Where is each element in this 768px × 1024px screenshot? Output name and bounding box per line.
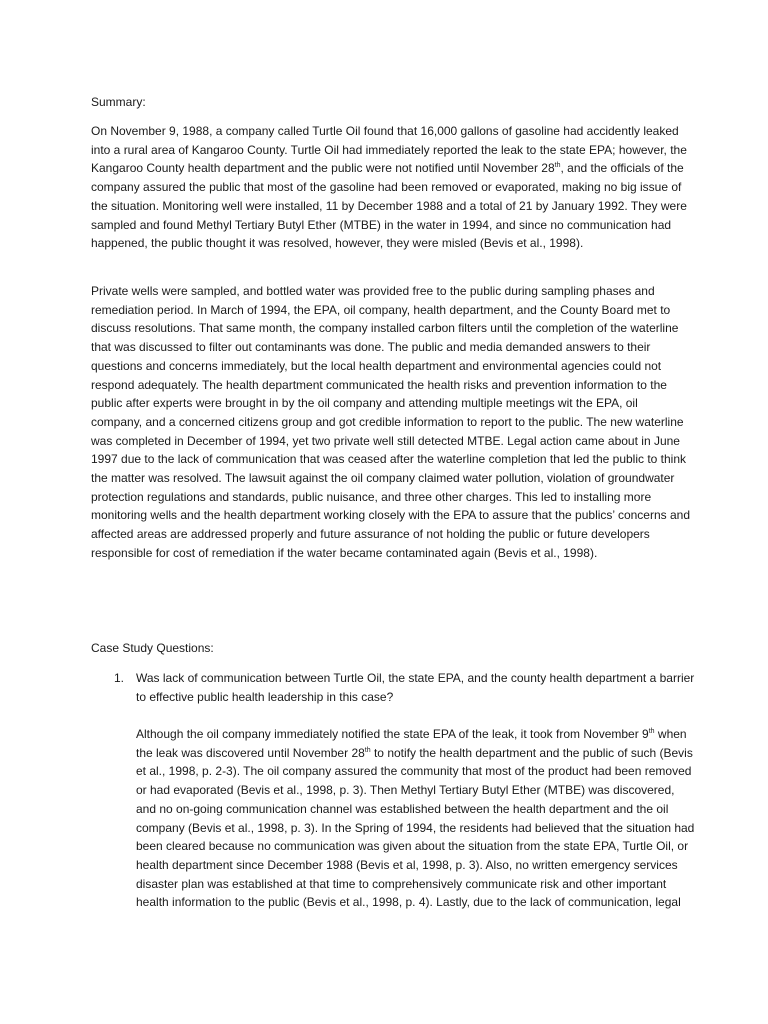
answer-text-c: to notify the health department and the public of such (Bevis et al., 1998, p. 2-3). The oil company assured the community that most of the product had been removed or had evaporated (Bevis et al., 1998, p. 3). Then Methyl Tertiary Butyl Ether (MTBE) was discovered, and no on-going communication channel was established between the health department and the oil company (Bevis et al., 1998, p. 3). In the Spring of 1994, the residents had believed that the situation had been cleared because no communication was given about the situation from the state EPA, Turtle Oil, or health department since December 1988 (Bevis et al, 1998, p. 3). Also, no written emergency services disaster plan was established at that time to comprehensively communicate risk and other important health information to the public (Bevis et al., 1998, p. 4). Lastly, due to the lack of communication, legal xyxy=(136,745,695,910)
question-1-text: Was lack of communication between Turtle Oil, the state EPA, and the county health department a barrier to effective public health leadership in this case? xyxy=(136,671,695,704)
answer-text-b: when the leak was discovered until November 28 xyxy=(136,727,687,760)
answer-text-a: Although the oil company immediately notified the state EPA of the leak, it took from November 9 xyxy=(136,727,649,741)
summary-heading: Summary: xyxy=(91,95,146,109)
answer-superscript-2: th xyxy=(364,746,371,754)
summary-paragraph-2: Private wells were sampled, and bottled water was provided free to the public during sampling phases and remediation period. In March of 1994, the EPA, oil company, health department, and the County Board met to discuss resolutions. That same month, the company installed carbon filters until the completion of the waterline that was discussed to filter out contaminants was done. The public and media demanded answers to their questions and concerns immediately, but the local health department and environmental agencies could not respond adequately. The health department communicated the health risks and prevention information to the public after experts were brought in by the oil company and attending multiple meetings wit the EPA, oil company, and a concerned citizens group and got credible information to report to the public. The new waterline was completed in December of 1994, yet two private well still detected MTBE. Legal action came about in June 1997 due to the lack of communication that was ceased after the waterline completion that led the public to think the matter was resolved. The lawsuit against the oil company claimed water pollution, violation of groundwater protection regulations and standards, public nuisance, and three other charges. This led to installing more monitoring wells and the health department working closely with the EPA to assure that the publics’ concerns and affected areas are addressed properly and future assurance of not holding the public or future developers responsible for cost of remediation if the water became contaminated again (Bevis et al., 1998). xyxy=(91,284,690,560)
paragraph-1-text-b: , and the officials of the company assured the public that most of the gasoline had been removed or evaporated, making no big issue of the situation. Monitoring well were installed, 11 by December 1988 and a total of 21 by January 1992. They were sampled and found Methyl Tertiary Butyl Ether (MTBE) in the water in 1994, and since no communication had happened, the public thought it was resolved, however, they were misled (Bevis et al., 1998). xyxy=(91,161,687,251)
question-1-answer xyxy=(136,725,696,912)
case-study-questions-heading: Case Study Questions: xyxy=(91,641,214,655)
answer-superscript-1: th xyxy=(648,728,655,735)
paragraph-1-superscript: th xyxy=(554,162,561,170)
summary-paragraph-1 xyxy=(91,122,691,253)
question-1-number: 1. xyxy=(114,671,125,685)
paragraph-1-text-a: On November 9, 1988, a company called Turtle Oil found that 16,000 gallons of gasoline had accidently leaked into a rural area of Kangaroo County. Turtle Oil had immediately reported the leak to the state EPA; however, the Kangaroo County health department and the public were not notified until November 28 xyxy=(91,124,687,176)
